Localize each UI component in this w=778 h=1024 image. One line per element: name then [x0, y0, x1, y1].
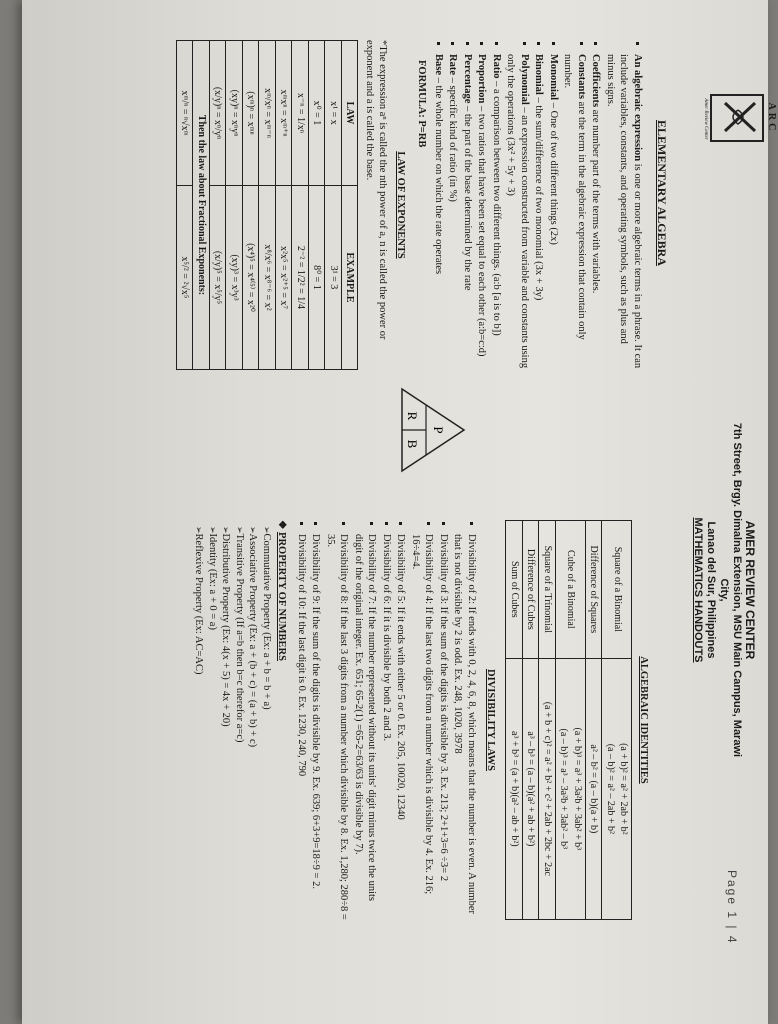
list-item: ▪ Divisibility of 8: If the last 3 digits from a number which divisible by 8. Ex. 1,280; 280÷8 = 35.	[324, 534, 351, 920]
prb-triangle	[398, 385, 468, 475]
list-item: ▪ Divisibility of 9: If the sum of the digits is divisible by 9. Ex. 639; 6+3+9=18÷9 = 2.	[309, 534, 323, 920]
table-row: Difference of Cubes a³ – b³ = (a – b)(a² + ab + b²)	[523, 521, 540, 920]
table-row: (xᵐ)ⁿ = xᵐⁿ (x⁴)⁵ = x⁴⁽⁵⁾ = x²⁰	[243, 41, 260, 370]
def-item: ▪ Base – the whole number on which the rate operates	[432, 54, 446, 370]
def-item: ▪ Rate – specific kind of ratio (in %)	[446, 54, 460, 370]
address-line-1: 7th Street, Brgy. Dimalna Extension, MSU Main Campus, Marawi City,	[718, 422, 743, 758]
table-row: Square of a Binomial (a + b)² = a² + 2ab + b² (a – b)² = a² – 2ab + b²	[602, 521, 632, 920]
def-item: ▪ Ratio – a comparison between two different things. (a:b [a is to b])	[490, 54, 504, 370]
logo-text: ARC	[766, 102, 777, 134]
divisibility-title: DIVISIBILITY LAWS	[485, 668, 497, 772]
list-item: ➢ Transitive Property (If a=b then b=c therefor a=c)	[233, 526, 247, 920]
formula: FORMULA: P=RB	[416, 60, 428, 148]
fractional-title: Then the law about Fractional Exponents:	[193, 41, 210, 370]
address-line-2: Lanao del Sur, Philippines	[705, 521, 717, 659]
col-header-law: LAW	[342, 41, 359, 186]
def-item: ▪ An algebraic expression is one or more algebraic terms in a phrase. It can include variables, constants, and operating symbols, such as plus and minus signs.	[604, 54, 645, 370]
definitions-list	[432, 40, 645, 370]
table-row: x⁻ⁿ = 1/xⁿ 2⁻² = 1/2² = 1/4	[292, 41, 309, 370]
center-name: AMER REVIEW CENTER	[743, 520, 757, 660]
properties-title: ❖ PROPERTY OF NUMBERS	[276, 520, 288, 661]
triangle-b: B	[405, 439, 420, 449]
properties-list	[192, 520, 273, 920]
list-item: ➢ Distributive Property (Ex: 4(x + 5) = 4x + 20)	[219, 526, 233, 920]
table-row: Sum of Cubes a³ + b³ = (a + b)(a² – ab + b²)	[506, 521, 523, 920]
table-row: x¹ = x 3¹ = 3	[325, 41, 342, 370]
table-row: (x/y)ⁿ = xⁿ/yⁿ (x/y)⁵ = x⁵/y⁵	[210, 41, 227, 370]
logo-caption: Amer Review Center	[703, 98, 708, 140]
header-text	[691, 410, 756, 770]
list-item: ▪ Divisibility of 3: If the sum of the digits is divisible by 3. Ex. 213; 2+1+3=6 ÷3= 2	[437, 534, 451, 920]
exponents-title: LAW OF EXPONENTS	[395, 151, 406, 259]
list-item: ▪ Divisibility of 7: If the number represented without its units' digit minus twice the units digit of the original integer. Ex. 651; 65-2(1) =65-2=63/63 is divisible by 7).	[352, 534, 379, 920]
table-row: x⁰ = 1 8⁰ = 1	[309, 41, 326, 370]
table-row: xᵐxⁿ = xᵐ⁺ⁿ x²x⁵ = x²⁺⁵ = x⁷	[276, 41, 293, 370]
list-item: ▪ Divisibility of 5: If it ends with either 5 or 0. Ex. 205, 10020, 12340	[394, 534, 408, 920]
table-row: xᵐ/ⁿ = ⁿ√xᵐ x⁵/² = ²√x⁵	[177, 41, 194, 370]
list-item: ▪ Divisibility of 4: If the last two digits from a number which is divisible by 4. Ex. 216; 16÷4=4.	[409, 534, 436, 920]
exponents-note: *The expression aⁿ is called the nth power of a, n is called the power or exponent and a is called the base.	[364, 40, 389, 340]
def-item: ▪ Proportion – two ratios that have been set equal to each other (a:b=c:d)	[475, 54, 489, 370]
list-item: ▪ Divisibility of 2: If ends with 0, 2, 4, 6, 8, which means that the number is even. A number that is not divisible by 2 is odd. Ex. 248, 1020, 3978	[451, 534, 478, 920]
logo-emblem-icon	[722, 100, 758, 134]
col-header-example: EXAMPLE	[342, 185, 359, 369]
def-item: ▪ Percentage – the part of the base determined by the rate	[461, 54, 475, 370]
def-item: ▪ Monomial – One of two different things (2x)	[547, 54, 561, 370]
handout-page	[22, 0, 777, 1024]
def-item: ▪ Coefficients are number part of the terms with variables.	[589, 54, 603, 370]
exponents-table	[176, 40, 359, 370]
list-item: ➢ Associative Property (Ex: a + (b + c) = (a + b) + c)	[246, 526, 260, 920]
list-item: ➢ Commutative Property (Ex: a + b = b + a)	[260, 526, 274, 920]
list-item: ➢ Identity (Ex: a + 0 = a)	[206, 526, 220, 920]
table-row: (xy)ⁿ = xⁿyⁿ (xy)³ = x³y³	[226, 41, 243, 370]
def-item: ▪ Constants are the term in the algebraic expression that contain only number.	[561, 54, 588, 370]
table-row: Cube of a Binomial (a + b)³ = a³ + 3a²b + 3ab² + b³ (a – b)³ = a³ – 3a²b + 3ab² – b³	[556, 521, 586, 920]
right-column	[192, 520, 650, 920]
triangle-r: R	[405, 411, 420, 421]
def-item: ▪ Polynomial – an expression constructed from variable and constants using only the operations (3x² + 5y + 3)	[504, 54, 531, 370]
list-item: ▪ Divisibility of 6: If it is divisible by both 2 and 3.	[380, 534, 394, 920]
page-title: ELEMENTARY ALGEBRA	[655, 120, 669, 266]
identities-table	[506, 520, 633, 920]
table-row: xᵐ/xⁿ = xᵐ⁻ⁿ x⁸/x⁶ = x⁸⁻⁶ = x²	[259, 41, 276, 370]
triangle-p: P	[431, 426, 446, 434]
left-column	[176, 40, 650, 370]
def-item: ▪ Binomial – the sum/difference of two monomial (3x + 3y)	[532, 54, 546, 370]
list-item: ➢ Reflexive Property (Ex: AC=AC)	[192, 526, 206, 920]
list-item: ▪ Divisibility of 10: If the last digit is 0. Ex. 1230, 240, 790	[295, 534, 309, 920]
table-row: Square of a Trinomial (a + b + c)² = a² + b² + c² + 2ab + 2bc + 2ac	[539, 521, 556, 920]
table-row: Difference of Squares a² – b² = (a – b)(a + b)	[586, 521, 603, 920]
handout-title: MATHEMATICS HANDOUTS	[692, 517, 704, 663]
page-number: Page 1 | 4	[725, 870, 739, 945]
divisibility-list	[295, 520, 479, 920]
rotated-content	[22, 0, 777, 1024]
identities-title: ALGEBRAIC IDENTITIES	[638, 656, 649, 784]
